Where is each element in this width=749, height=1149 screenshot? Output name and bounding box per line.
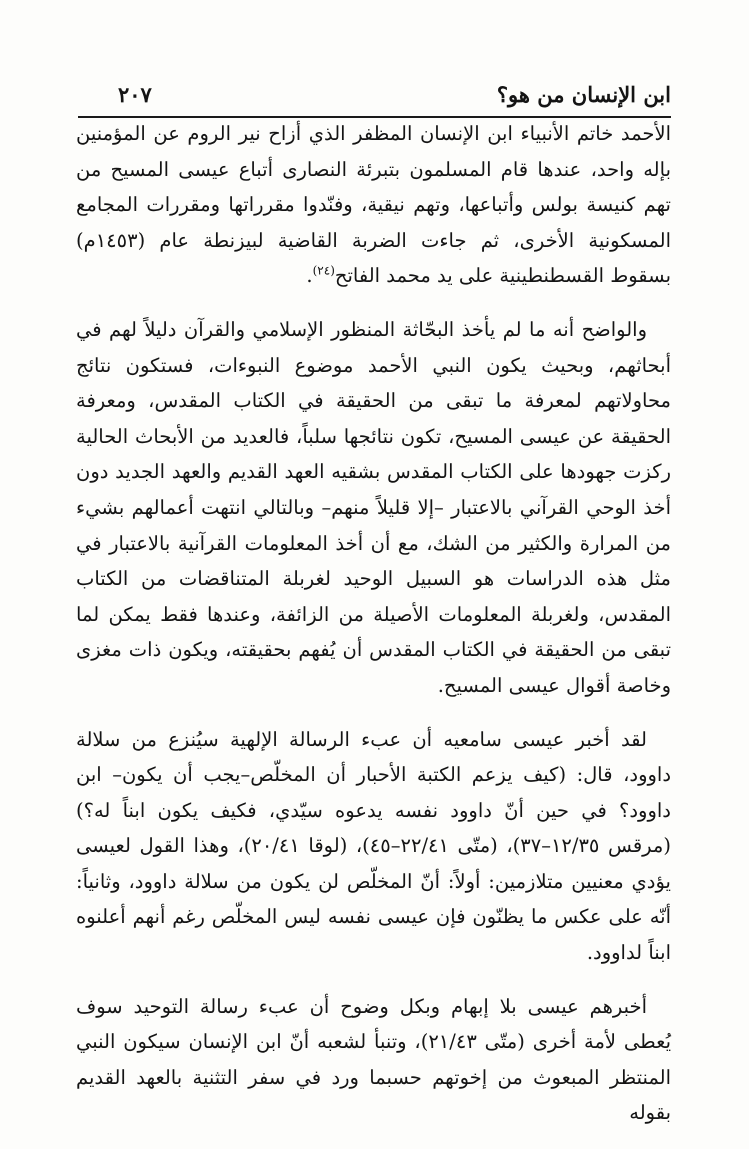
body-text: [76, 116, 671, 1149]
paragraph-1: [76, 116, 671, 294]
running-header: [78, 82, 671, 118]
paragraph-1-text: الأحمد خاتم الأنبياء ابن الإنسان المظفر الذي أزاح نير الروم عن المؤمنين بإله واحد، عندها قام المسلمون بتبرئة النصارى أتباع عيسى المسيح من تهم كنيسة بولس وأتباعها، وتهم نيقية، وفنّدوا مقرراتها ومقررات المجامع المسكونية الأخرى، ثم جاءت الضربة القاضية لبيزنطة عام (١٤٥٣م) بسقوط القسطنطينية على يد محمد الفاتح: [76, 122, 671, 288]
paragraph-4: أخبرهم عيسى بلا إبهام وبكل وضوح أن عبء رسالة التوحيد سوف يُعطى لأمة أخرى (متّى ٢١/٤٣)، وتنبأ لشعبه أنّ ابن الإنسان سيكون النبي المنتظر المبعوث من إخوتهم حسبما ورد في سفر التثنية بالعهد القديم بقوله: [76, 994, 671, 1125]
paragraph-1-tail: .: [306, 264, 313, 288]
paragraph-3: لقد أخبر عيسى سامعيه أن عبء الرسالة الإلهية سيُنزع من سلالة داوود، قال: (كيف يزعم الكتبة الأحبار أن المخلّص–يجب أن يكون– ابن داوود؟ في حين أنّ داوود نفسه يدعوه سيّدي، فكيف يكون ابناً له؟) (مرقس ١٢/٣٥–٣٧)، (متّى ٢٢/٤١–٤٥)، (لوقا ٢٠/٤١)، وهذا القول لعيسى يؤدي معنيين متلازمين: أولاً: أنّ المخلّص لن يكون من سلالة داوود، وثانياً: أنّه على عكس ما يظنّون فإن عيسى نفسه ليس المخلّص رغم أنهم أعلنوه ابناً لداوود.: [76, 727, 671, 965]
page-number: ٢٠٧: [118, 82, 152, 107]
paragraph-2: والواضح أنه ما لم يأخذ البحّاثة المنظور الإسلامي والقرآن دليلاً لهم في أبحاثهم، وبحيث يكون النبي الأحمد موضوع النبوءات، فستكون نتائج محاولاتهم لمعرفة ما تبقى من الحقيقة في الكتاب المقدس، ومعرفة الحقيقة عن عيسى المسيح، تكون نتائجها سلباً، فالعديد من الأبحاث الحالية ركزت جهودها على الكتاب المقدس بشقيه العهد القديم والعهد الجديد دون أخذ الوحي القرآني بالاعتبار –إلا قليلاً منهم– وبالتالي انتهت أعمالهم بشيء من المرارة والكثير من الشك، مع أن أخذ المعلومات القرآنية بالاعتبار في مثل هذه الدراسات هو السبيل الوحيد لغربلة المتناقضات من الكتاب المقدس، ولغربلة المعلومات الأصيلة من الزائفة، وعندها فقط يمكن لما تبقى من الحقيقة في الكتاب المقدس أن يُفهم بحقيقته، ويكون ذات مغزى وخاصة أقوال عيسى المسيح.: [76, 317, 672, 697]
chapter-title: ابن الإنسان من هو؟: [496, 82, 671, 107]
footnote-marker: (٢٤): [312, 263, 335, 278]
